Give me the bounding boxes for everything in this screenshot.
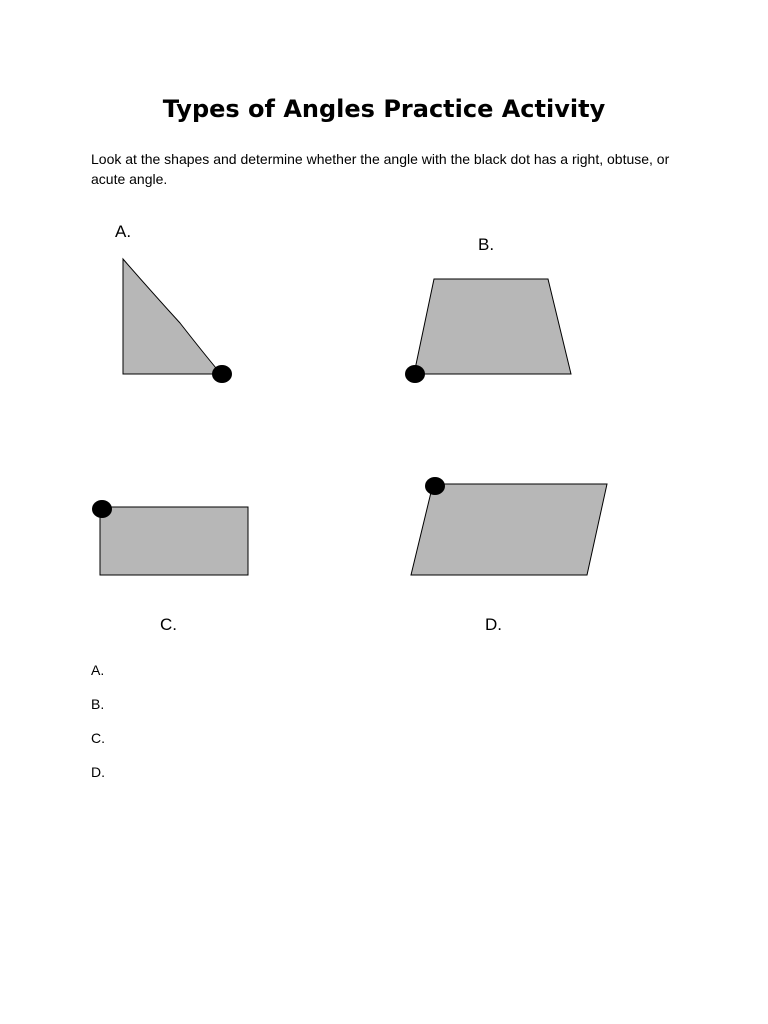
shape-d-angle-dot	[425, 477, 445, 495]
shape-c	[92, 500, 248, 634]
shape-d-label: D.	[485, 615, 502, 634]
instructions-text: Look at the shapes and determine whether the angle with the black dot has a right, obtuse, or acute angle.	[91, 151, 670, 187]
shape-c-rectangle	[100, 507, 248, 575]
shape-b	[405, 235, 571, 383]
shape-a-label: A.	[115, 222, 132, 241]
shape-d	[411, 477, 607, 634]
shape-a-triangle	[123, 259, 221, 374]
answer-line-c: C.	[91, 730, 105, 746]
shape-b-label: B.	[478, 235, 495, 254]
shape-b-trapezoid	[414, 279, 571, 374]
shape-a-angle-dot	[212, 365, 232, 383]
shape-d-parallelogram	[411, 484, 607, 575]
shape-a	[115, 222, 232, 383]
shape-c-label: C.	[160, 615, 177, 634]
answer-line-b: B.	[91, 696, 105, 712]
answer-line-a: A.	[91, 662, 105, 678]
shape-b-angle-dot	[405, 365, 425, 383]
answer-list	[91, 660, 105, 796]
worksheet-title: Types of Angles Practice Activity	[162, 95, 606, 123]
shape-c-angle-dot	[92, 500, 112, 518]
answer-line-d: D.	[91, 764, 105, 780]
